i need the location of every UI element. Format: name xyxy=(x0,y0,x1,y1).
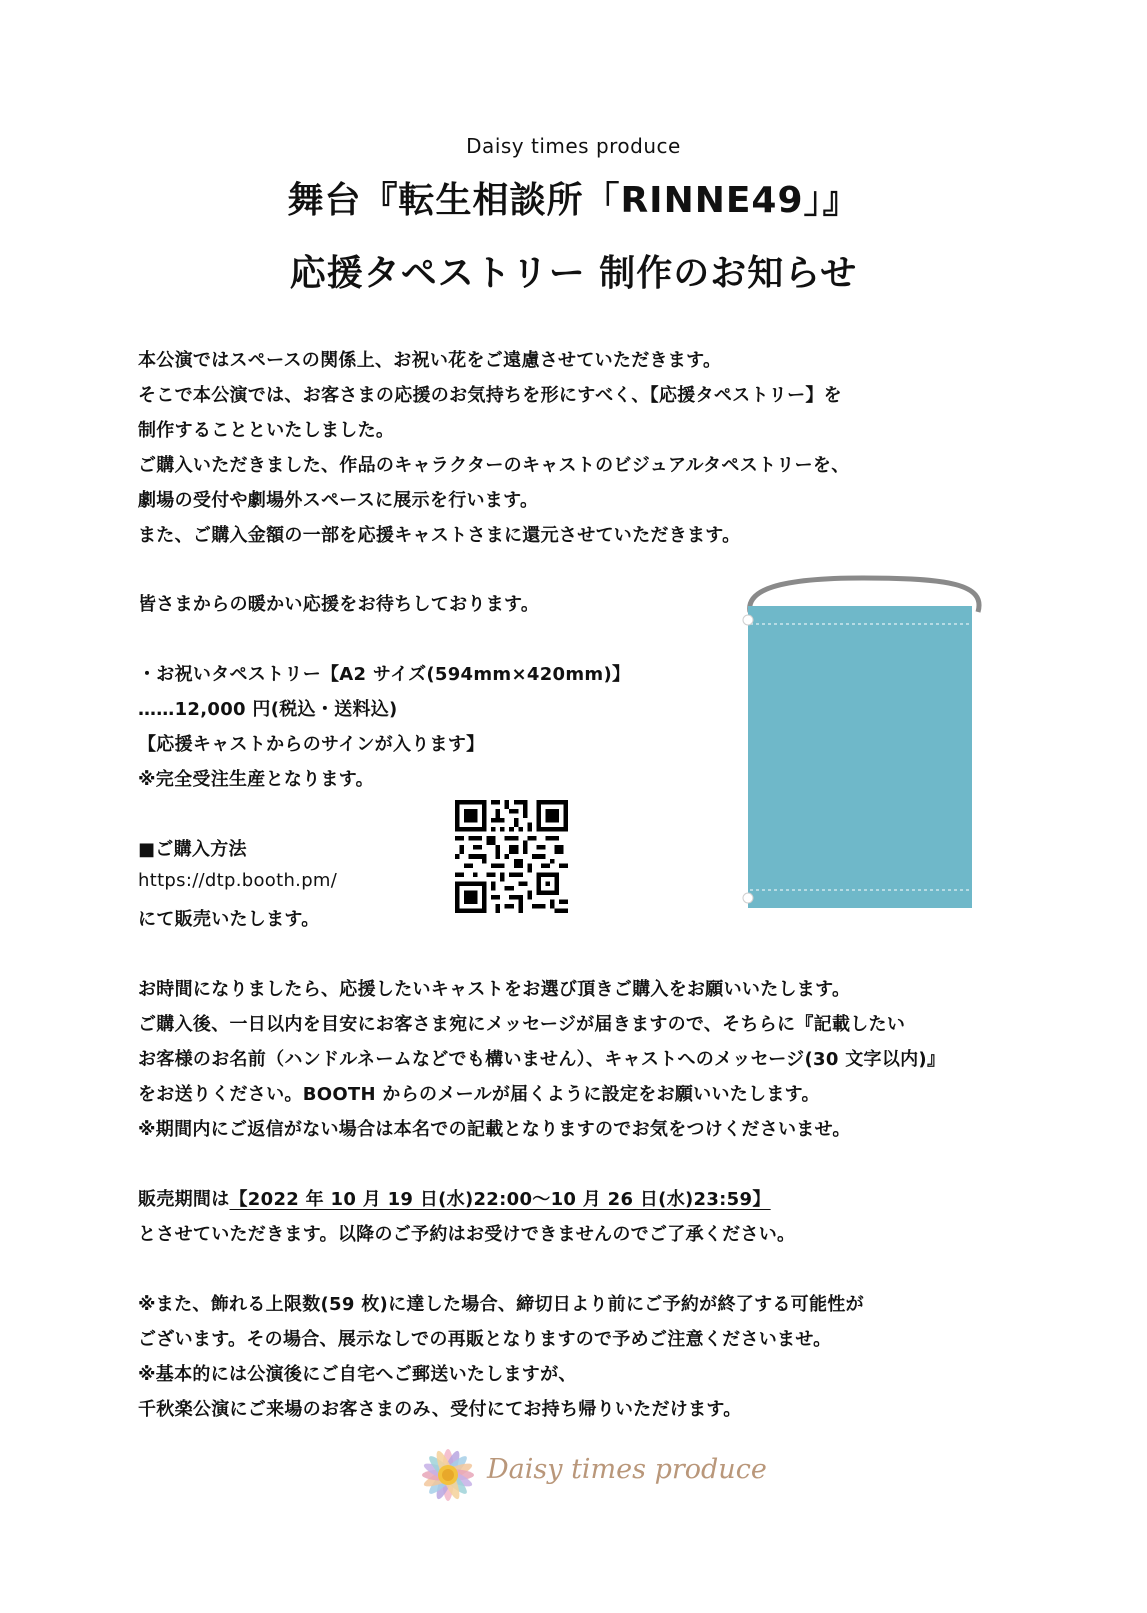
daisy-flower-icon xyxy=(415,1442,481,1508)
intro-line-5: 劇場の受付や劇場外スペースに展示を行います。 xyxy=(138,490,539,511)
instructions-line-3: お客様のお名前（ハンドルネームなどでも構いません）、キャストへのメッセージ(30 文字以内)』 xyxy=(138,1049,946,1070)
sales-period-label: 販売期間は xyxy=(138,1189,230,1210)
footer-logo xyxy=(415,1440,767,1510)
instructions-line-2: ご購入後、一日以内を目安にお客さま宛にメッセージが届きますので、そちらに『記載したい xyxy=(138,1014,906,1035)
notes-line-2: ございます。その場合、展示なしでの再販となりますので予めご注意くださいませ。 xyxy=(138,1329,832,1350)
intro-line-4: ご購入いただきました、作品のキャラクターのキャストのビジュアルタペストリーを、 xyxy=(138,455,850,476)
notes-line-3: ※基本的には公演後にご自宅へご郵送いたしますが、 xyxy=(138,1364,577,1385)
product-price: ……12,000 円(税込・送料込) xyxy=(138,699,398,720)
title-line-1: 舞台『転生相談所「RINNE49」』 xyxy=(287,180,860,221)
purchase-text: にて販売いたします。 xyxy=(138,909,320,930)
qr-code-icon[interactable] xyxy=(455,800,568,913)
product-name: ・お祝いタペストリー【A2 サイズ(594mm×420mm)】 xyxy=(138,664,631,685)
notes-line-1: ※また、飾れる上限数(59 枚)に達した場合、締切日より前にご予約が終了する可能性が xyxy=(138,1294,864,1315)
footer-logo-text: Daisy times produce xyxy=(487,1454,767,1485)
title-line-2: 応援タペストリー 制作のお知らせ xyxy=(289,253,858,294)
purchase-url[interactable]: https://dtp.booth.pm/ xyxy=(138,870,338,891)
instructions-line-4: をお送りください。BOOTH からのメールが届くように設定をお願いいたします。 xyxy=(138,1084,820,1105)
sales-period-note: とさせていただきます。以降のご予約はお受けできませんのでご了承ください。 xyxy=(138,1224,796,1245)
product-note: ※完全受注生産となります。 xyxy=(138,769,374,790)
sales-period xyxy=(138,1185,771,1211)
intro-line-6: また、ご購入金額の一部を応援キャストさまに還元させていただきます。 xyxy=(138,525,741,546)
brand-header: Daisy times produce xyxy=(466,134,681,158)
sales-period-value: 【2022 年 10 月 19 日(水)22:00～10 月 26 日(水)23:59】 xyxy=(229,1189,771,1210)
instructions-line-1: お時間になりましたら、応援したいキャストをお選び頂きご購入をお願いいたします。 xyxy=(138,979,851,1000)
intro-line-2: そこで本公演では、お客さまの応援のお気持ちを形にすべく、【応援タペストリー】を xyxy=(138,385,842,406)
product-sign: 【応援キャストからのサインが入ります】 xyxy=(138,734,485,755)
intro-line-3: 制作することといたしました。 xyxy=(138,420,395,441)
tapestry-illustration xyxy=(738,572,988,924)
instructions-line-5: ※期間内にご返信がない場合は本名での記載となりますのでお気をつけくださいませ。 xyxy=(138,1119,851,1140)
notes-line-4: 千秋楽公演にご来場のお客さまのみ、受付にてお持ち帰りいただけます。 xyxy=(138,1399,742,1420)
intro-line-7: 皆さまからの暖かい応援をお待ちしております。 xyxy=(138,594,540,615)
purchase-heading: ■ご購入方法 xyxy=(138,839,247,860)
intro-line-1: 本公演ではスペースの関係上、お祝い花をご遠慮させていただきます。 xyxy=(138,350,722,371)
